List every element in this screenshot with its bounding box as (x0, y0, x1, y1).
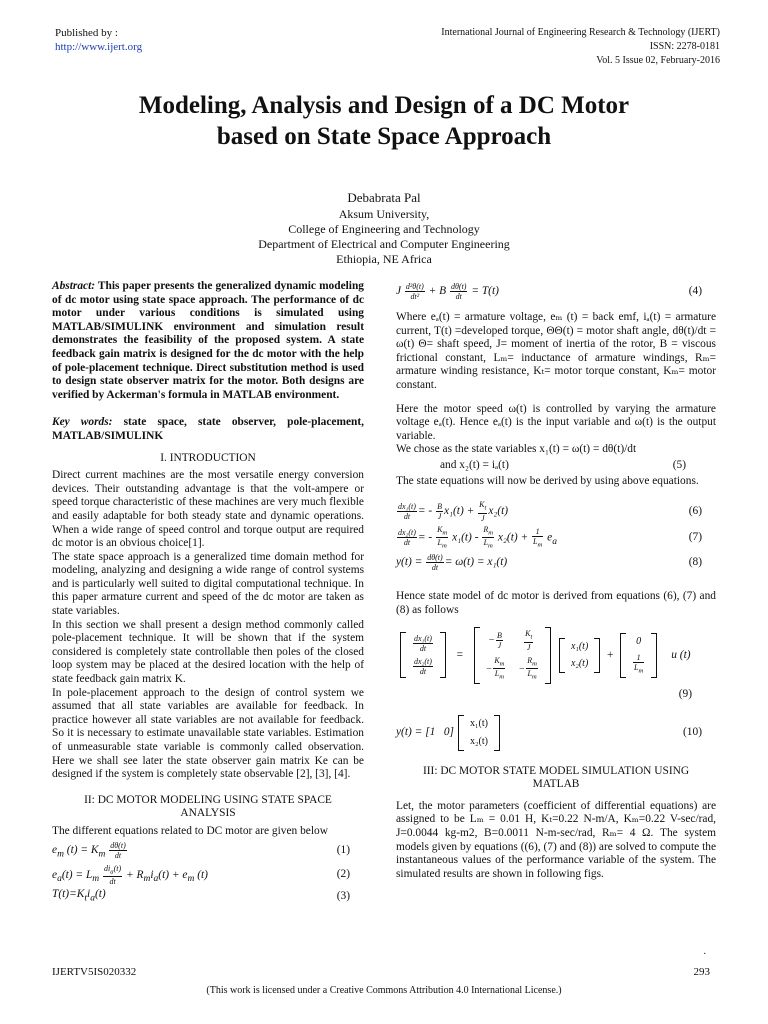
intro-paragraph-3: In this section we shall present a design method commonly called pole-placement technique. It will be shown that if the system considered is completely state controllable then poles of the closed loop system may be placed at the desired location with the help of state feedback gain matrix K. (52, 618, 364, 686)
equation-3: $T(t)=K_ti_a(t)$ (3) (52, 888, 350, 904)
equation-1: $e_m$ $(t) = K_m$ $\frac{d\theta(t)}{dt}$ (1) (52, 840, 350, 860)
author-block (150, 190, 618, 267)
header-left (55, 26, 142, 54)
state-equations-intro: The state equations will now be derived by using above equations. (396, 474, 699, 487)
input-matrix-b: 0 $\frac{1}{L_m}$ (620, 633, 657, 677)
output-state-vector: x₁(t) x₂(t) (458, 715, 500, 750)
equation-7: $\frac{\text{dx₂(t)}}{dt}$ = - $\frac{K_m}{L_m}$ x₁(t) - $\frac{R_m}{L_m}$ x₂(t) + $\frac{1}{L_m}$ $e_a$ (7) (398, 524, 702, 550)
volume-issue: Vol. 5 Issue 02, February-2016 (596, 55, 720, 66)
abstract: Abstract: This paper presents the generalized dynamic modeling of dc motor using state space approach. The performance of dc motor under various conditions is simulated using MATLAB/SIMULINK environment and simulation result demonstrates the feasibility of the proposed system. A state feedback gain matrix is designed for the dc motor with the help of pole-placement technique. Direct substitution method is used to design state observer matrix for the motor. Both designs are verified by Ackerman's formula in MATLAB environment. (52, 280, 364, 401)
section-1-heading: I. INTRODUCTION (160, 451, 256, 464)
intro-paragraph-2: The state space approach is a generalized time domain method for modeling, analyzing and designing a wide range of control systems and is particularly well suited to digital computational technique. In this paper armature current and speed of the dc motor are taken as state variables. (52, 550, 364, 618)
affiliation-college: College of Engineering and Technology (288, 222, 480, 236)
equation-10: y(t) = [1 0] x₁(t) x₂(t) (10) (396, 715, 716, 750)
affiliation-department: Department of Electrical and Computer Engineering (258, 237, 510, 251)
right-column (396, 280, 716, 881)
equation-9-number: (9) (678, 687, 692, 700)
section-2-paragraph: The different equations related to DC motor are given below (52, 824, 328, 837)
published-by: Published by : (55, 27, 118, 39)
section-3-paragraph: Let, the motor parameters (coefficient of differential equations) are assigned to be Lₘ = 0.01 H, Kₜ=0.22 N-m/A, Kₘ=0.22 V-sec/rad, J=0.0044 kg-m2, B=0.0011 N-m-sec/rad, Rₘ= 4 Ω. The system models given by equations ((6), (7) and (8)) are solved to compute the instantaneous values of the performance variable of the system. The simulated results are shown in following figs. (396, 799, 716, 880)
journal-name: International Journal of Engineering Research & Technology (IJERT) (441, 27, 720, 38)
section-2-heading: II: DC MOTOR MODELING USING STATE SPACE ANALYSIS (84, 793, 332, 820)
intro-paragraph-4: In pole-placement approach to the design of control system we assumed that all state variables are available for feedback. In practice however all state variables are not available for feedback. So it is necessary to estimate unavailable state variables. Estimation of unmeasurable state variable is commonly called observation. Here we shall see later the state observer gain matrix Ke can be designed if the system is completely state observable [2], [3], [4]. (52, 686, 364, 781)
intro-paragraph-1: Direct current machines are the most versatile energy conversion devices. Their outstanding advantage is that the volt-ampere or speed torque characteristic of these machines are very much flexible and easily adaptable for both steady state and dynamic operations. When a wide range of speed control and torque output are required dc motor is an obvious choice[1]. (52, 469, 364, 550)
header-right (441, 26, 720, 68)
variable-definitions: Where eₐ(t) = armature voltage, eₘ (t) = back emf, iₐ(t) = armature current, T(t) =developed torque, ΘΘ(t) = motor shaft angle, dθ(t)/dt = ω(t) Θ= shaft speed, J= moment of inertia of the rotor, B = viscous frictional constant, Lₘ= inductance of armature windings, Rₘ= armature winding resistance, Kₜ= motor torque constant, Kₘ= motor constant. (396, 311, 716, 391)
system-matrix-a: − $\frac{B}{J}$ $\frac{K_t}{J}$ − $\frac{K_m}{L_m}$ − $\frac{R_m}{L_m}$ (474, 627, 551, 684)
state-derivative-vector: $\frac{\text{dx₁(t)}}{dt}$ $\frac{\text{dx₂(t)}}{dt}$ (400, 632, 446, 678)
left-column (52, 280, 364, 908)
footer-license: (This work is licensed under a Creative Commons Attribution 4.0 International License.) (206, 985, 562, 996)
state-matrix-equation: $\frac{\text{dx₁(t)}}{dt}$ $\frac{\text{dx₂(t)}}{dt}$ = − $\frac{B}{J}$ $\frac{K_t}{J}$ − $\frac{K_m}{L_m}$ − $\frac{R_m}{L_m}$ x₁(t) x₂(t) + 0 $\frac{1}{L_m}$ u (t) (396, 627, 716, 684)
equation-2: $e_a(t) = L_m$ $\frac{di_a(t)}{dt}$ + $R_mi_a(t) + e_m$ (t) (2) (52, 863, 350, 887)
footer-dot: . (703, 946, 706, 957)
affiliation-location: Ethiopia, NE Africa (336, 252, 432, 266)
state-model-intro: Hence state model of dc motor is derived from equations (6), (7) and (8) as follows (396, 589, 716, 616)
state-vector: x₁(t) x₂(t) (559, 638, 600, 673)
paper-title: Modeling, Analysis and Design of a DC Motor based on State Space Approach (138, 92, 630, 150)
equation-6: $\frac{\text{dx₁(t)}}{dt}$ = - $\frac{B}{J}$ x₁(t) + $\frac{K_t}{J}$ x₂(t) (6) (398, 500, 702, 523)
issn: ISSN: 2278-0181 (649, 41, 720, 52)
keywords: Key words: state space, state observer, pole-placement, MATLAB/SIMULINK (52, 416, 364, 442)
state-variable-choice: We chose as the state variables x₁(t) = ω(t) = dθ(t)/dt (396, 443, 637, 456)
state-equations (396, 500, 716, 572)
section-3-heading: III: DC MOTOR STATE MODEL SIMULATION USING MATLAB (422, 764, 690, 791)
author-name: Debabrata Pal (347, 190, 421, 205)
affiliation-university: Aksum University, (338, 207, 430, 221)
equation-4: J $\frac{\text{d²θ(t)}}{\text{dt²}}$ + B $\frac{d\theta(t)}{dt}$ = T(t) (4) (396, 282, 702, 301)
equation-5: and x₂(t) = iₐ(t) (5) (440, 458, 686, 471)
control-paragraph: Here the motor speed ω(t) is controlled by varying the armature voltage eₐ(t). Hence eₐ(t) is the input variable and ω(t) is the output variable. (396, 402, 716, 442)
footer-paper-code: IJERTV5IS020332 (52, 966, 137, 978)
journal-url-link[interactable]: http://www.ijert.org (55, 41, 143, 53)
footer-page-number: 293 (693, 966, 710, 978)
equation-8: y(t) = $\frac{d\theta(t)}{dt}$ = ω(t) = x₁(t) (8) (396, 552, 702, 572)
